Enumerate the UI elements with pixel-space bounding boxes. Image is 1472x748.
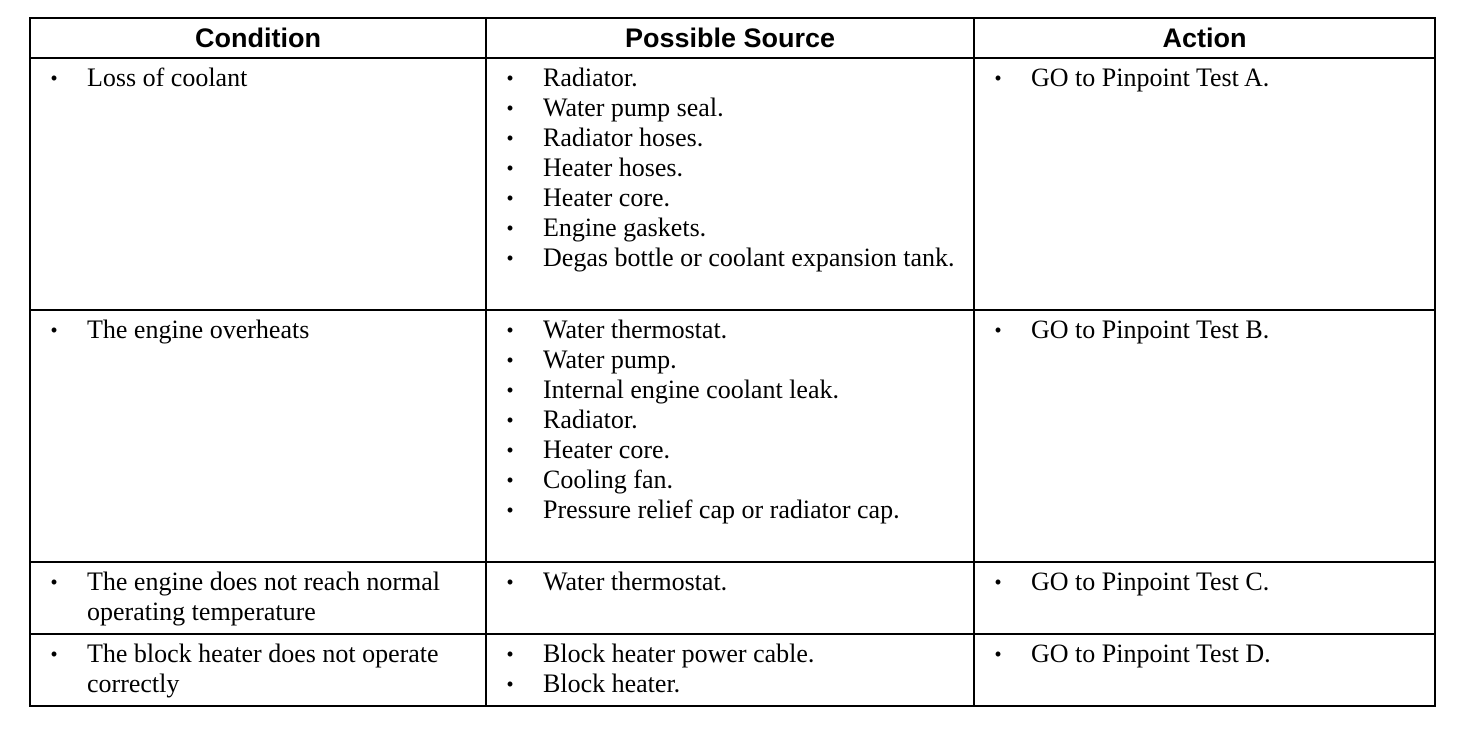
list-item: [487, 669, 973, 699]
table-body: [30, 58, 1435, 706]
bullet-icon: •: [506, 320, 514, 340]
source-text: Block heater.: [543, 669, 681, 698]
source-list: [487, 63, 973, 273]
bullet-icon: •: [506, 470, 514, 490]
source-list: [487, 315, 973, 525]
list-item: [487, 435, 973, 465]
table-row: [30, 562, 1435, 634]
source-cell: [486, 310, 974, 562]
list-item: [487, 465, 973, 495]
list-item: [487, 315, 973, 345]
action-list: [975, 639, 1434, 669]
header-possible-source: Possible Source: [486, 18, 974, 58]
list-item: [487, 183, 973, 213]
source-text: Heater hoses.: [543, 153, 684, 182]
list-item: [487, 123, 973, 153]
condition-text: The engine does not reach normal operating temperature: [87, 567, 441, 626]
list-item: [487, 495, 973, 525]
source-text: Radiator hoses.: [543, 123, 704, 152]
bullet-icon: •: [506, 440, 514, 460]
condition-text: The block heater does not operate correctly: [87, 639, 439, 698]
source-text: Degas bottle or coolant expansion tank.: [543, 243, 955, 272]
table-row: [30, 58, 1435, 310]
bullet-icon: •: [506, 644, 514, 664]
list-item: [31, 315, 485, 345]
bullet-icon: •: [994, 320, 1002, 340]
action-cell: [974, 310, 1435, 562]
condition-list: [31, 639, 485, 699]
action-text: GO to Pinpoint Test A.: [1031, 63, 1270, 92]
bullet-icon: •: [506, 410, 514, 430]
condition-text: Loss of coolant: [87, 63, 248, 92]
bullet-icon: •: [50, 572, 58, 592]
header-row: [30, 18, 1435, 58]
action-text: GO to Pinpoint Test B.: [1031, 315, 1270, 344]
source-text: Water pump.: [543, 345, 677, 374]
action-list: [975, 567, 1434, 597]
condition-cell: [30, 634, 486, 706]
bullet-icon: •: [506, 98, 514, 118]
bullet-icon: •: [506, 158, 514, 178]
list-item: [487, 345, 973, 375]
bullet-icon: •: [506, 500, 514, 520]
action-list: [975, 315, 1434, 345]
source-cell: [486, 562, 974, 634]
source-text: Water thermostat.: [543, 567, 728, 596]
source-text: Water thermostat.: [543, 315, 728, 344]
action-text: GO to Pinpoint Test C.: [1031, 567, 1270, 596]
bullet-icon: •: [506, 350, 514, 370]
condition-list: [31, 63, 485, 93]
list-item: [487, 213, 973, 243]
list-item: [487, 63, 973, 93]
list-item: [975, 639, 1434, 669]
source-list: [487, 567, 973, 597]
source-list: [487, 639, 973, 699]
list-item: [31, 63, 485, 93]
list-item: [487, 243, 973, 273]
list-item: [487, 639, 973, 669]
list-item: [487, 405, 973, 435]
source-text: Radiator.: [543, 63, 638, 92]
action-list: [975, 63, 1434, 93]
source-text: Engine gaskets.: [543, 213, 707, 242]
bullet-icon: •: [50, 320, 58, 340]
condition-cell: [30, 310, 486, 562]
action-cell: [974, 562, 1435, 634]
condition-text: The engine overheats: [87, 315, 310, 344]
source-text: Internal engine coolant leak.: [543, 375, 839, 404]
source-text: Cooling fan.: [543, 465, 673, 494]
list-item: [487, 567, 973, 597]
header-condition: Condition: [30, 18, 486, 58]
condition-list: [31, 567, 485, 627]
list-item: [487, 375, 973, 405]
list-item: [975, 63, 1434, 93]
bullet-icon: •: [506, 380, 514, 400]
source-text: Water pump seal.: [543, 93, 724, 122]
list-item: [975, 567, 1434, 597]
diagnosis-table: [29, 17, 1436, 707]
list-item: [31, 567, 485, 627]
condition-list: [31, 315, 485, 345]
source-text: Radiator.: [543, 405, 638, 434]
bullet-icon: •: [506, 188, 514, 208]
table-row: [30, 310, 1435, 562]
source-cell: [486, 58, 974, 310]
source-text: Heater core.: [543, 183, 671, 212]
list-item: [31, 639, 485, 699]
bullet-icon: •: [506, 68, 514, 88]
list-item: [487, 93, 973, 123]
bullet-icon: •: [506, 572, 514, 592]
action-text: GO to Pinpoint Test D.: [1031, 639, 1271, 668]
bullet-icon: •: [50, 68, 58, 88]
list-item: [975, 315, 1434, 345]
bullet-icon: •: [994, 572, 1002, 592]
condition-cell: [30, 58, 486, 310]
source-text: Pressure relief cap or radiator cap.: [543, 495, 900, 524]
bullet-icon: •: [994, 644, 1002, 664]
table-header: [30, 18, 1435, 58]
action-cell: [974, 58, 1435, 310]
bullet-icon: •: [506, 218, 514, 238]
table-row: [30, 634, 1435, 706]
bullet-icon: •: [506, 674, 514, 694]
source-cell: [486, 634, 974, 706]
header-action: Action: [974, 18, 1435, 58]
condition-cell: [30, 562, 486, 634]
action-cell: [974, 634, 1435, 706]
bullet-icon: •: [506, 128, 514, 148]
source-text: Block heater power cable.: [543, 639, 815, 668]
bullet-icon: •: [506, 248, 514, 268]
list-item: [487, 153, 973, 183]
source-text: Heater core.: [543, 435, 671, 464]
bullet-icon: •: [994, 68, 1002, 88]
bullet-icon: •: [50, 644, 58, 664]
